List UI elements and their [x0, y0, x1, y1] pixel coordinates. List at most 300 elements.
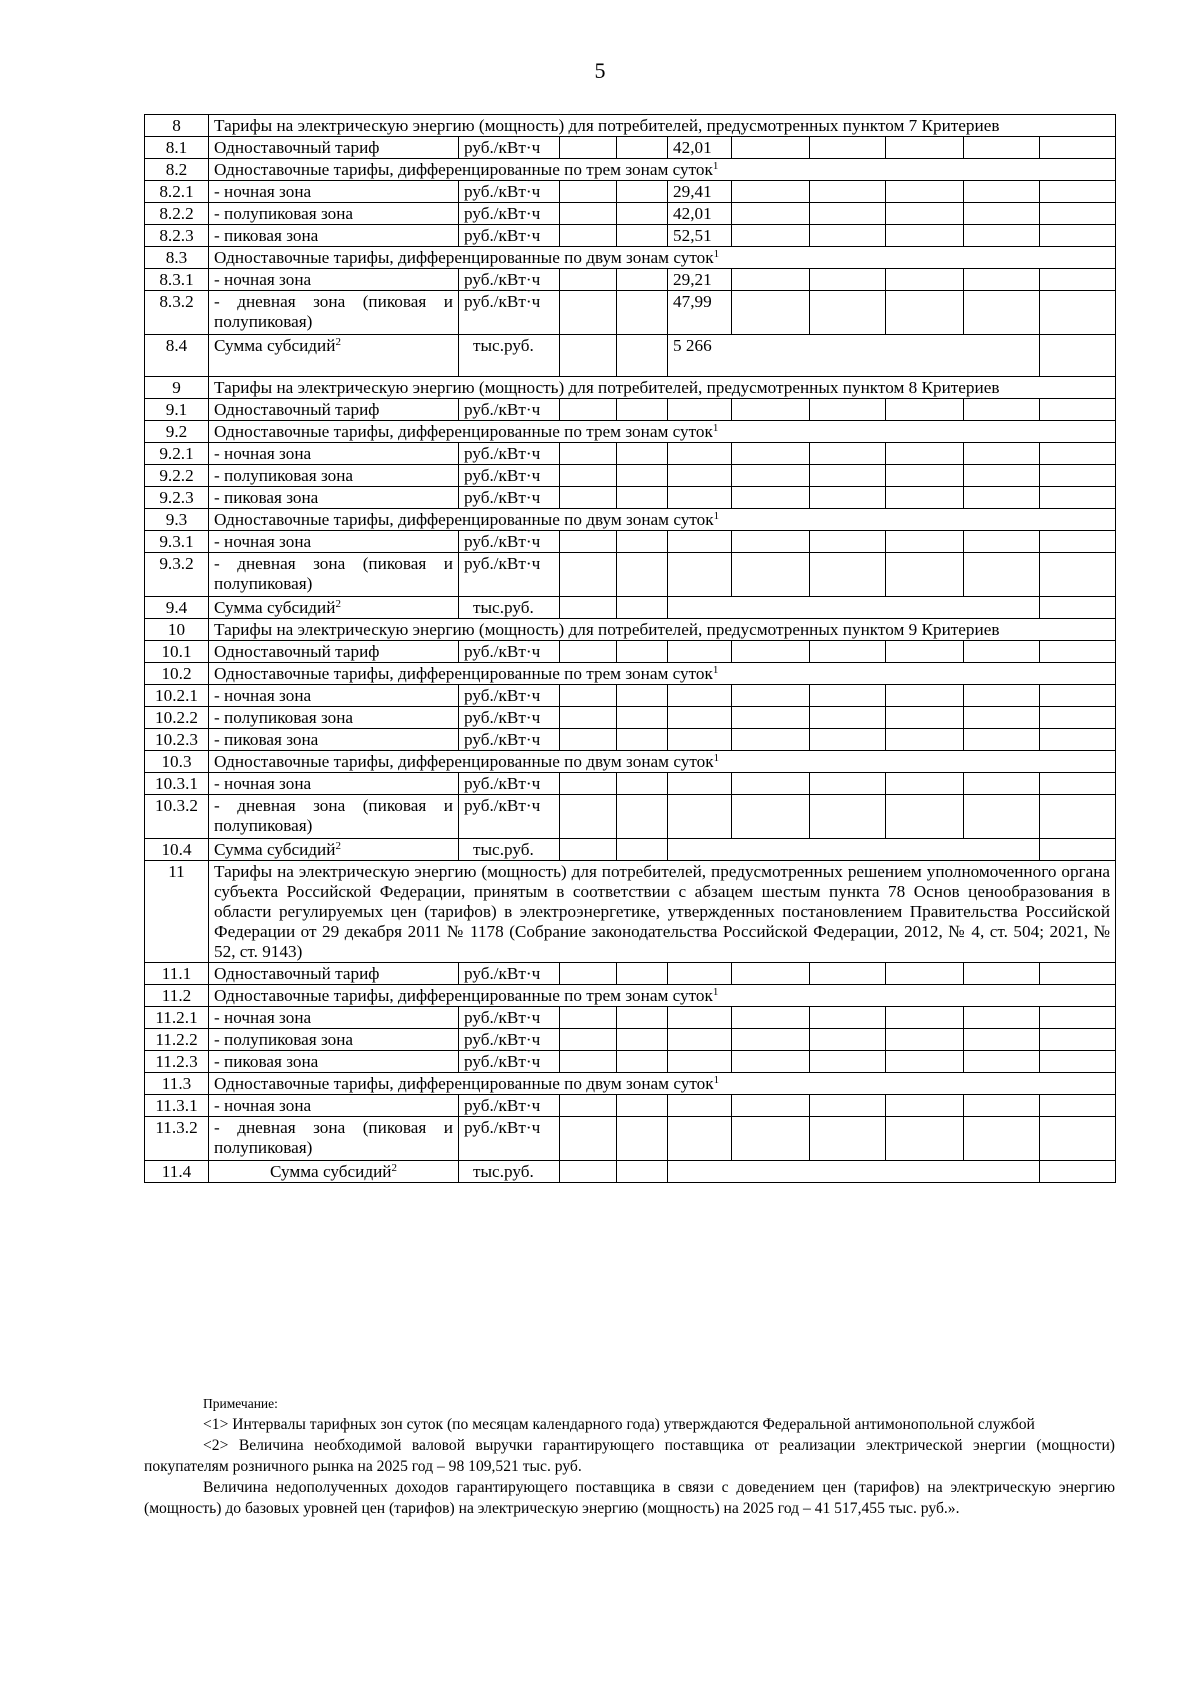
unit-cell: тыс.руб.	[459, 335, 560, 377]
row-name-cell	[209, 269, 459, 291]
unit-cell: руб./кВт·ч	[459, 137, 560, 159]
group-title	[209, 985, 1116, 1007]
empty-cell	[1040, 487, 1116, 509]
row-number: 10.2.1	[145, 685, 209, 707]
empty-cell	[732, 203, 810, 225]
empty-cell	[560, 729, 617, 751]
empty-cell	[1040, 1117, 1116, 1161]
row-name: - ночная зона	[214, 444, 312, 463]
empty-cell	[560, 465, 617, 487]
empty-cell	[732, 773, 810, 795]
table-row	[145, 795, 1116, 839]
empty-cell	[1040, 707, 1116, 729]
table-row	[145, 663, 1116, 685]
empty-cell	[964, 1117, 1040, 1161]
table-row	[145, 773, 1116, 795]
empty-cell	[1040, 1161, 1116, 1183]
empty-cell	[1040, 597, 1116, 619]
row-name: - пиковая зона	[214, 730, 319, 749]
empty-cell	[810, 465, 886, 487]
empty-cell	[810, 1117, 886, 1161]
unit-cell: руб./кВт·ч	[459, 269, 560, 291]
table-row	[145, 985, 1116, 1007]
table-row	[145, 115, 1116, 137]
empty-cell	[617, 203, 668, 225]
row-number: 11.1	[145, 963, 209, 985]
empty-cell	[964, 291, 1040, 335]
table-row	[145, 225, 1116, 247]
row-number: 9	[145, 377, 209, 399]
table-row	[145, 181, 1116, 203]
empty-cell	[810, 203, 886, 225]
row-name: Одноставочные тарифы, дифференцированные по двум зонам суток	[214, 248, 714, 267]
value-cell-left: 29,21	[668, 269, 732, 291]
value-cell-left	[668, 795, 732, 839]
empty-cell	[1040, 685, 1116, 707]
row-name: Тарифы на электрическую энергию (мощность) для потребителей, предусмотренных пунктом 9 Критериев	[214, 620, 1000, 639]
empty-cell	[617, 707, 668, 729]
empty-cell	[732, 1117, 810, 1161]
row-name-cell	[209, 1161, 459, 1183]
value-cell-left	[668, 487, 732, 509]
empty-cell	[886, 685, 964, 707]
row-number: 9.2.3	[145, 487, 209, 509]
row-number: 11.3.2	[145, 1117, 209, 1161]
row-name: Одноставочный тариф	[214, 400, 380, 419]
empty-cell	[964, 137, 1040, 159]
row-number: 8.3.1	[145, 269, 209, 291]
empty-cell	[1040, 963, 1116, 985]
row-name: - дневная зона (пиковая и полупиковая)	[214, 292, 453, 331]
footnote-ref: 1	[712, 664, 719, 676]
empty-cell	[886, 399, 964, 421]
value-cell-left	[668, 707, 732, 729]
row-number: 11	[145, 861, 209, 963]
table-row	[145, 291, 1116, 335]
table-row	[145, 1073, 1116, 1095]
empty-cell	[560, 1117, 617, 1161]
empty-cell	[732, 1029, 810, 1051]
empty-cell	[810, 685, 886, 707]
empty-cell	[1040, 443, 1116, 465]
unit-cell: руб./кВт·ч	[459, 773, 560, 795]
value-cell-left	[668, 597, 1040, 619]
empty-cell	[1040, 773, 1116, 795]
empty-cell	[732, 685, 810, 707]
row-name: - полупиковая зона	[214, 466, 354, 485]
row-name: - ночная зона	[214, 686, 312, 705]
unit-cell: руб./кВт·ч	[459, 729, 560, 751]
row-name-cell	[209, 443, 459, 465]
row-name: Одноставочные тарифы, дифференцированные по трем зонам суток	[214, 422, 713, 441]
empty-cell	[964, 729, 1040, 751]
value-cell-left: 52,51	[668, 225, 732, 247]
row-name: Сумма субсидий	[214, 336, 336, 355]
row-name: - ночная зона	[214, 270, 312, 289]
table-row	[145, 159, 1116, 181]
table-row	[145, 377, 1116, 399]
row-name-cell	[209, 1029, 459, 1051]
unit-cell: руб./кВт·ч	[459, 553, 560, 597]
value-cell-left	[668, 1051, 732, 1073]
value-cell-left	[668, 1007, 732, 1029]
row-name-cell	[209, 1051, 459, 1073]
empty-cell	[964, 269, 1040, 291]
empty-cell	[810, 487, 886, 509]
footnote-ref: 1	[712, 422, 719, 434]
value-cell-left	[668, 963, 732, 985]
empty-cell	[1040, 839, 1116, 861]
table-row	[145, 269, 1116, 291]
footnote-ref: 1	[713, 752, 720, 764]
group-title	[209, 751, 1116, 773]
empty-cell	[886, 795, 964, 839]
row-name: Одноставочный тариф	[214, 964, 380, 983]
empty-cell	[886, 291, 964, 335]
value-cell-left: 5 266	[668, 335, 1040, 377]
empty-cell	[964, 1051, 1040, 1073]
empty-cell	[732, 795, 810, 839]
empty-cell	[1040, 729, 1116, 751]
row-number: 9.2.1	[145, 443, 209, 465]
empty-cell	[617, 641, 668, 663]
unit-cell: тыс.руб.	[459, 1161, 560, 1183]
empty-cell	[617, 1051, 668, 1073]
row-name: Тарифы на электрическую энергию (мощность) для потребителей, предусмотренных пунктом 8 Критериев	[214, 378, 1000, 397]
empty-cell	[810, 553, 886, 597]
row-number: 8.3	[145, 247, 209, 269]
empty-cell	[617, 443, 668, 465]
empty-cell	[617, 181, 668, 203]
row-name: - ночная зона	[214, 1008, 312, 1027]
empty-cell	[617, 1095, 668, 1117]
row-number: 10.1	[145, 641, 209, 663]
empty-cell	[964, 1007, 1040, 1029]
row-number: 8.2	[145, 159, 209, 181]
table-row	[145, 1117, 1116, 1161]
row-number: 8.1	[145, 137, 209, 159]
empty-cell	[964, 1029, 1040, 1051]
table-row	[145, 1095, 1116, 1117]
row-name: - полупиковая зона	[214, 708, 354, 727]
empty-cell	[1040, 269, 1116, 291]
unit-cell: руб./кВт·ч	[459, 1117, 560, 1161]
section-title	[209, 377, 1116, 399]
empty-cell	[560, 531, 617, 553]
table-row	[145, 465, 1116, 487]
table-row	[145, 1161, 1116, 1183]
row-name-cell	[209, 225, 459, 247]
empty-cell	[810, 443, 886, 465]
empty-cell	[732, 531, 810, 553]
table-row	[145, 443, 1116, 465]
empty-cell	[886, 1051, 964, 1073]
empty-cell	[560, 597, 617, 619]
row-name: Одноставочные тарифы, дифференцированные по двум зонам суток	[214, 752, 714, 771]
row-name-cell	[209, 553, 459, 597]
row-number: 9.2.2	[145, 465, 209, 487]
empty-cell	[810, 531, 886, 553]
empty-cell	[560, 1161, 617, 1183]
footnote-1: <1> Интервалы тарифных зон суток (по месяцам календарного года) утверждаются Федеральной антимонопольной службой	[203, 1416, 1035, 1433]
row-number: 9.4	[145, 597, 209, 619]
value-cell-left	[668, 531, 732, 553]
table-row	[145, 619, 1116, 641]
value-cell-left	[668, 399, 732, 421]
value-cell-left: 47,99	[668, 291, 732, 335]
row-number: 10.2.3	[145, 729, 209, 751]
empty-cell	[886, 465, 964, 487]
empty-cell	[732, 291, 810, 335]
empty-cell	[1040, 465, 1116, 487]
empty-cell	[886, 443, 964, 465]
empty-cell	[886, 487, 964, 509]
value-cell-left	[668, 729, 732, 751]
empty-cell	[810, 1095, 886, 1117]
empty-cell	[732, 225, 810, 247]
group-title	[209, 1073, 1116, 1095]
empty-cell	[810, 707, 886, 729]
empty-cell	[886, 553, 964, 597]
empty-cell	[560, 1095, 617, 1117]
value-cell-left	[668, 553, 732, 597]
row-name-cell	[209, 839, 459, 861]
empty-cell	[886, 1007, 964, 1029]
empty-cell	[560, 685, 617, 707]
row-number: 10.3	[145, 751, 209, 773]
empty-cell	[964, 795, 1040, 839]
row-name: Одноставочные тарифы, дифференцированные по двум зонам суток	[214, 510, 714, 529]
row-name: - ночная зона	[214, 182, 312, 201]
empty-cell	[886, 137, 964, 159]
row-name-cell	[209, 641, 459, 663]
table-row	[145, 1029, 1116, 1051]
row-name: Одноставочный тариф	[214, 138, 380, 157]
unit-cell: руб./кВт·ч	[459, 1051, 560, 1073]
row-name-cell	[209, 773, 459, 795]
empty-cell	[810, 773, 886, 795]
row-name: Тарифы на электрическую энергию (мощность) для потребителей, предусмотренных пунктом 7 Критериев	[214, 116, 1000, 135]
value-cell-left	[668, 443, 732, 465]
footnote-ref: 1	[712, 160, 719, 172]
table-row	[145, 685, 1116, 707]
empty-cell	[617, 291, 668, 335]
row-number: 11.2.1	[145, 1007, 209, 1029]
row-number: 11.2	[145, 985, 209, 1007]
empty-cell	[1040, 137, 1116, 159]
table-row	[145, 137, 1116, 159]
empty-cell	[617, 597, 668, 619]
empty-cell	[732, 963, 810, 985]
footnote-ref: 2	[391, 1162, 397, 1174]
empty-cell	[886, 203, 964, 225]
value-cell-left: 42,01	[668, 203, 732, 225]
empty-cell	[617, 685, 668, 707]
row-name-cell	[209, 707, 459, 729]
row-name: - пиковая зона	[214, 488, 319, 507]
empty-cell	[810, 963, 886, 985]
empty-cell	[886, 181, 964, 203]
empty-cell	[810, 399, 886, 421]
empty-cell	[1040, 641, 1116, 663]
empty-cell	[964, 465, 1040, 487]
row-name-cell	[209, 963, 459, 985]
row-name: - ночная зона	[214, 1096, 312, 1115]
empty-cell	[964, 685, 1040, 707]
empty-cell	[1040, 225, 1116, 247]
table-row	[145, 509, 1116, 531]
footnote-ref: 1	[713, 1074, 720, 1086]
row-name: - дневная зона (пиковая и полупиковая)	[214, 1118, 453, 1157]
row-number: 10.3.1	[145, 773, 209, 795]
empty-cell	[810, 181, 886, 203]
row-number: 9.3.1	[145, 531, 209, 553]
notes-title: Примечание:	[203, 1396, 278, 1411]
empty-cell	[732, 707, 810, 729]
group-title	[209, 159, 1116, 181]
footnote-ref: 1	[712, 986, 719, 998]
empty-cell	[964, 443, 1040, 465]
row-number: 8.2.2	[145, 203, 209, 225]
value-cell-left	[668, 685, 732, 707]
empty-cell	[617, 399, 668, 421]
table-row	[145, 641, 1116, 663]
value-cell-left	[668, 1095, 732, 1117]
row-name: Одноставочные тарифы, дифференцированные по двум зонам суток	[214, 1074, 714, 1093]
empty-cell	[617, 1161, 668, 1183]
empty-cell	[732, 641, 810, 663]
empty-cell	[1040, 795, 1116, 839]
table-row	[145, 1051, 1116, 1073]
unit-cell: руб./кВт·ч	[459, 707, 560, 729]
row-number: 10.2	[145, 663, 209, 685]
footnote-2: <2> Величина необходимой валовой выручки гарантирующего поставщика от реализации электрической энергии (мощности) покупателям розничного рынка на 2025 год – 98 109,521 тыс. руб.	[144, 1437, 1115, 1475]
value-cell-left	[668, 773, 732, 795]
empty-cell	[964, 963, 1040, 985]
empty-cell	[617, 963, 668, 985]
row-number: 8	[145, 115, 209, 137]
unit-cell: руб./кВт·ч	[459, 399, 560, 421]
row-name: - дневная зона (пиковая и полупиковая)	[214, 796, 453, 835]
tariff-table-body	[145, 115, 1116, 1183]
row-name: Сумма субсидий	[270, 1162, 392, 1181]
empty-cell	[560, 773, 617, 795]
empty-cell	[617, 1029, 668, 1051]
empty-cell	[810, 1029, 886, 1051]
row-name: - полупиковая зона	[214, 1030, 354, 1049]
row-number: 11.3.1	[145, 1095, 209, 1117]
empty-cell	[964, 1095, 1040, 1117]
table-row	[145, 1007, 1116, 1029]
row-number: 11.3	[145, 1073, 209, 1095]
value-cell-left: 42,01	[668, 137, 732, 159]
empty-cell	[810, 1007, 886, 1029]
empty-cell	[560, 1051, 617, 1073]
empty-cell	[732, 1007, 810, 1029]
row-name: - полупиковая зона	[214, 204, 354, 223]
empty-cell	[617, 795, 668, 839]
footnote-ref: 1	[713, 510, 720, 522]
row-number: 9.2	[145, 421, 209, 443]
table-row	[145, 751, 1116, 773]
empty-cell	[964, 773, 1040, 795]
table-row	[145, 729, 1116, 751]
row-number: 10.2.2	[145, 707, 209, 729]
empty-cell	[560, 291, 617, 335]
empty-cell	[560, 203, 617, 225]
unit-cell: руб./кВт·ч	[459, 963, 560, 985]
row-name: - ночная зона	[214, 532, 312, 551]
row-number: 10	[145, 619, 209, 641]
empty-cell	[964, 641, 1040, 663]
row-name-cell	[209, 1117, 459, 1161]
empty-cell	[964, 181, 1040, 203]
empty-cell	[732, 729, 810, 751]
table-row	[145, 421, 1116, 443]
empty-cell	[1040, 1007, 1116, 1029]
unit-cell: руб./кВт·ч	[459, 443, 560, 465]
table-row	[145, 203, 1116, 225]
empty-cell	[617, 1007, 668, 1029]
empty-cell	[617, 487, 668, 509]
row-name-cell	[209, 181, 459, 203]
empty-cell	[1040, 553, 1116, 597]
row-name: - ночная зона	[214, 774, 312, 793]
empty-cell	[560, 963, 617, 985]
table-row	[145, 839, 1116, 861]
empty-cell	[732, 443, 810, 465]
empty-cell	[617, 729, 668, 751]
empty-cell	[560, 181, 617, 203]
empty-cell	[560, 269, 617, 291]
row-name: Одноставочные тарифы, дифференцированные по трем зонам суток	[214, 986, 713, 1005]
row-number: 11.2.3	[145, 1051, 209, 1073]
empty-cell	[810, 1051, 886, 1073]
row-name-cell	[209, 487, 459, 509]
section-title	[209, 115, 1116, 137]
group-title	[209, 663, 1116, 685]
empty-cell	[1040, 1029, 1116, 1051]
empty-cell	[560, 795, 617, 839]
empty-cell	[810, 641, 886, 663]
section-title	[209, 619, 1116, 641]
empty-cell	[732, 553, 810, 597]
row-name-cell	[209, 335, 459, 377]
empty-cell	[810, 291, 886, 335]
empty-cell	[886, 773, 964, 795]
row-name-cell	[209, 203, 459, 225]
empty-cell	[1040, 203, 1116, 225]
empty-cell	[732, 1051, 810, 1073]
row-name: Одноставочный тариф	[214, 642, 380, 661]
empty-cell	[964, 399, 1040, 421]
unit-cell: руб./кВт·ч	[459, 465, 560, 487]
footnote-ref: 1	[713, 248, 720, 260]
group-title	[209, 247, 1116, 269]
unit-cell: руб./кВт·ч	[459, 291, 560, 335]
empty-cell	[964, 531, 1040, 553]
empty-cell	[560, 1007, 617, 1029]
row-number: 10.3.2	[145, 795, 209, 839]
table-row	[145, 399, 1116, 421]
page-number: 5	[594, 58, 606, 83]
row-name-cell	[209, 465, 459, 487]
empty-cell	[560, 839, 617, 861]
empty-cell	[1040, 1095, 1116, 1117]
row-number: 8.2.1	[145, 181, 209, 203]
empty-cell	[964, 707, 1040, 729]
empty-cell	[810, 225, 886, 247]
